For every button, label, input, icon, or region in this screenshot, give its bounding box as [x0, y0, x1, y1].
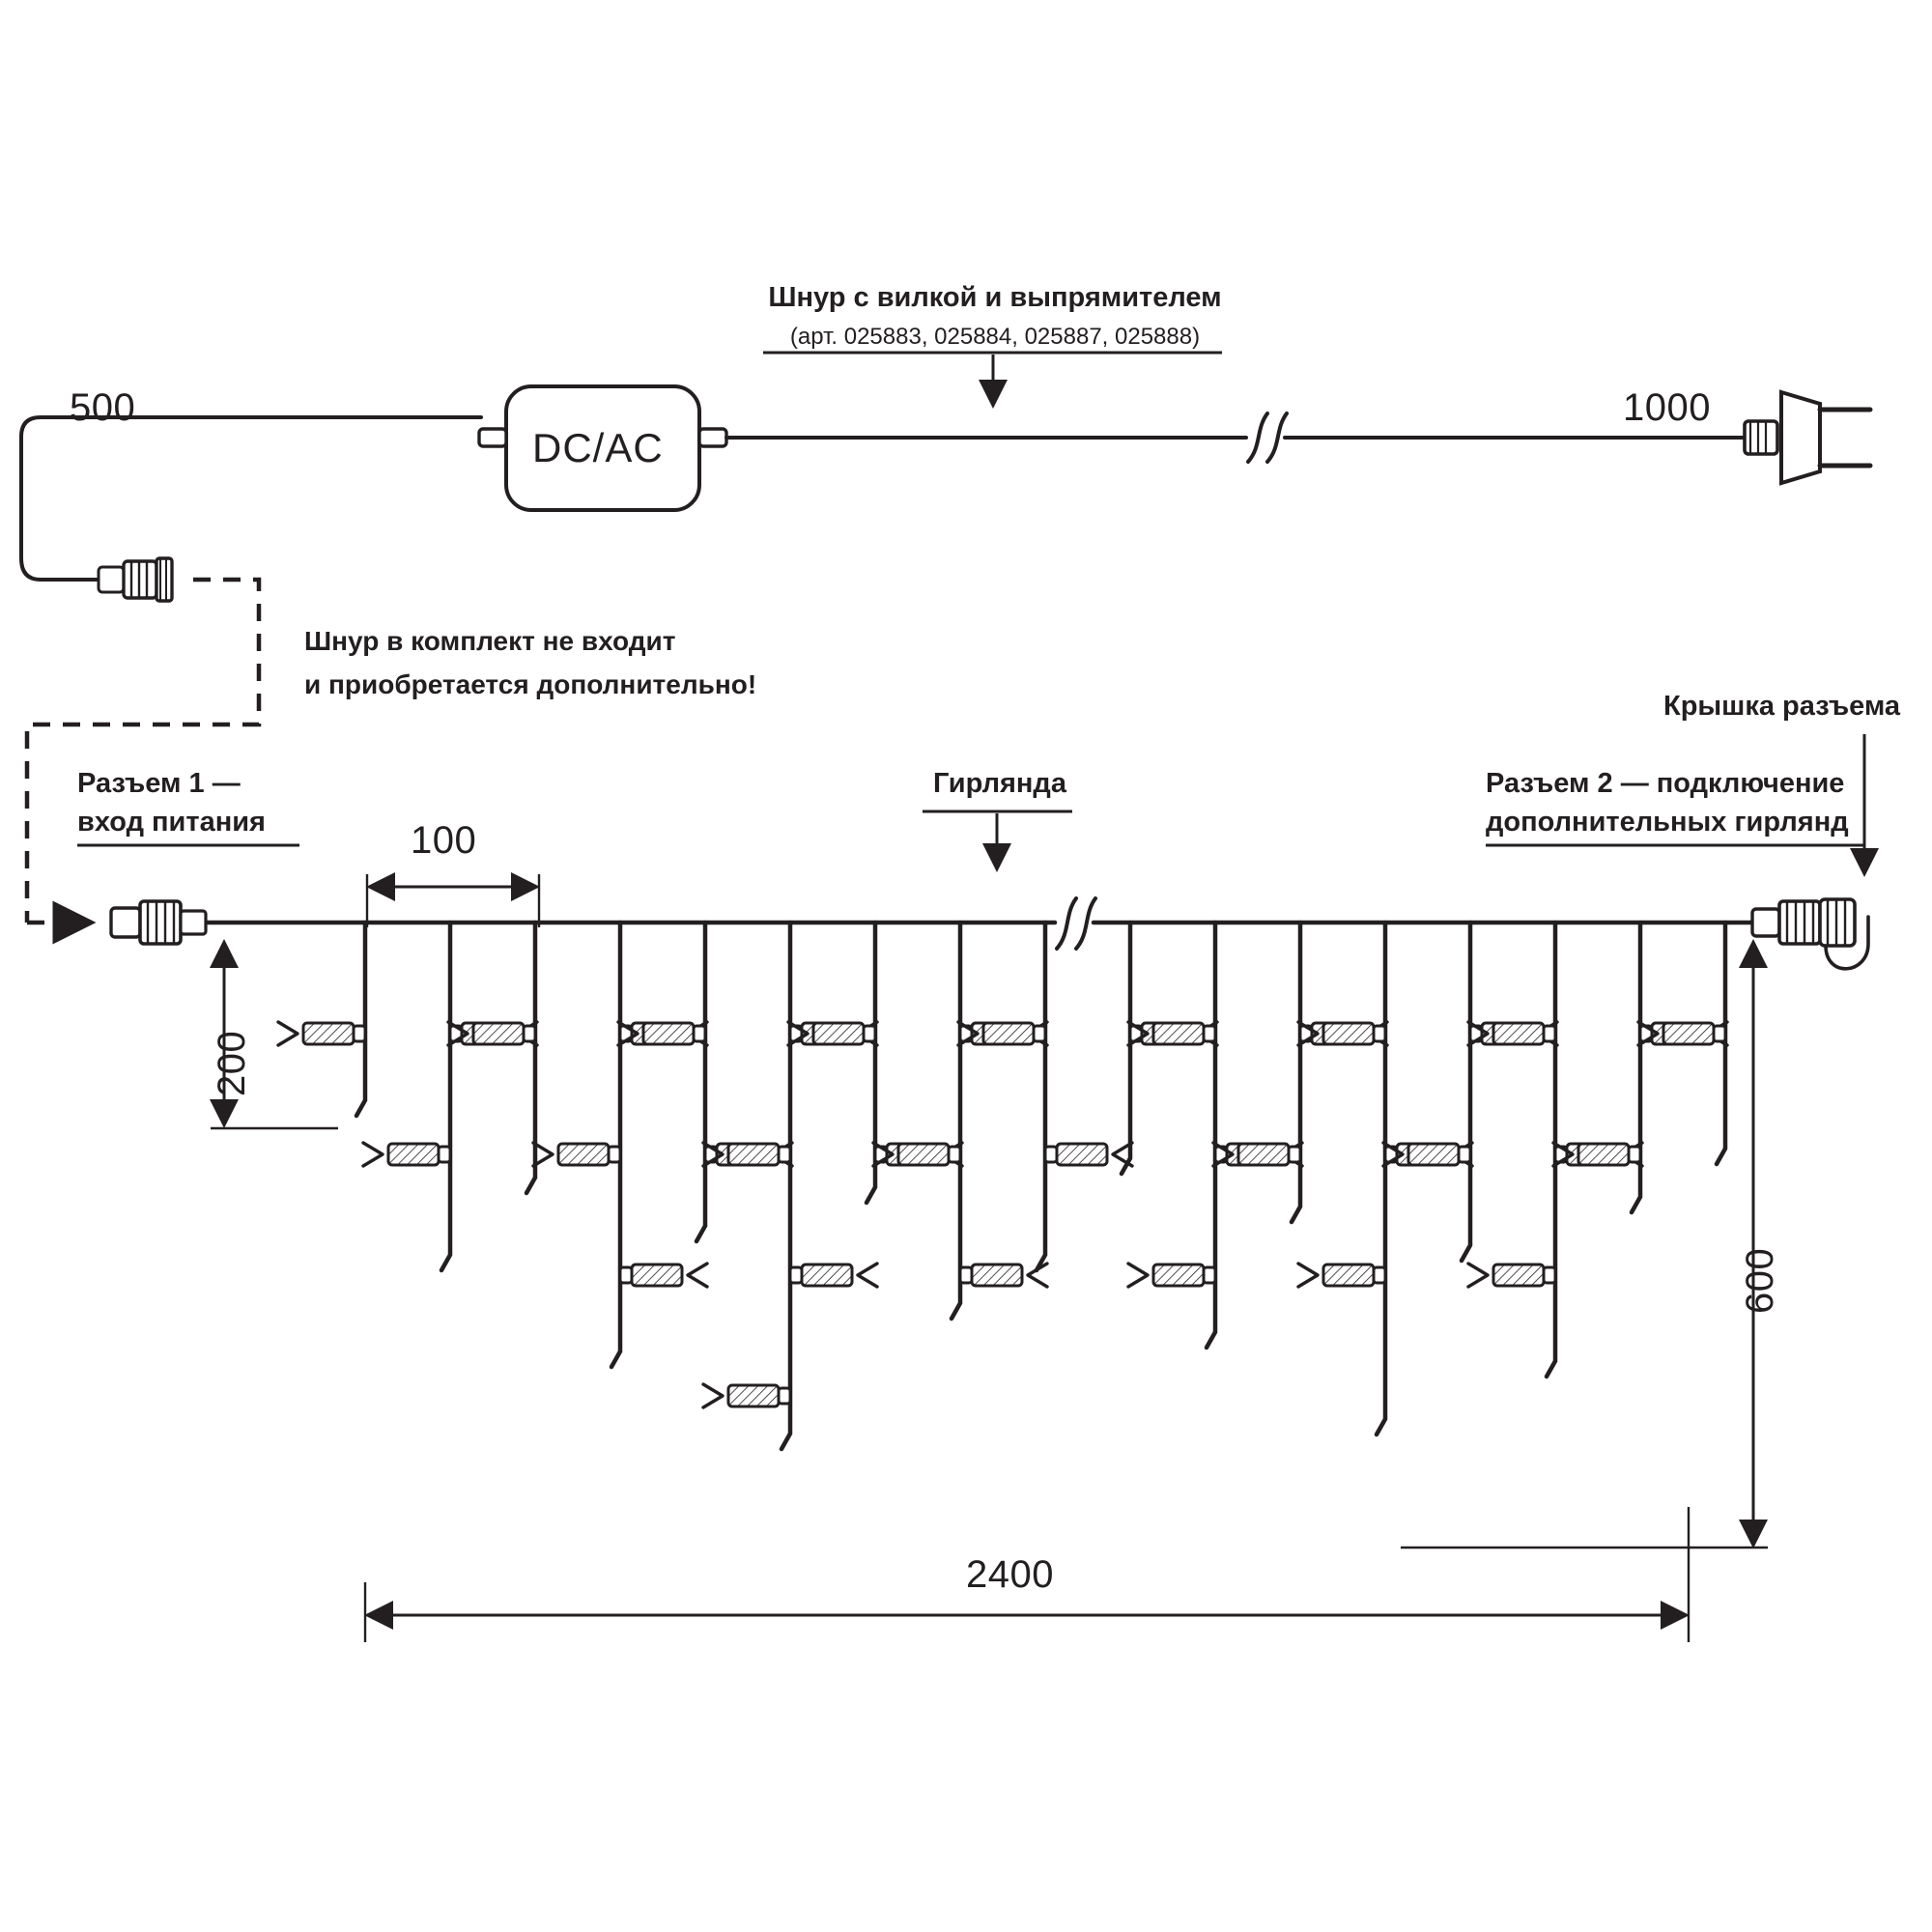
dim-label-500: 500	[70, 386, 136, 429]
connector1-label-line1: Разъем 1 —	[77, 768, 241, 799]
adapter-grommet-left	[479, 429, 506, 446]
led-bulb	[533, 1143, 620, 1166]
note-line2: и приобретается дополнительно!	[304, 669, 757, 699]
strand-wire	[356, 923, 365, 1116]
adapter-label: DC/AC	[532, 425, 664, 470]
break-mark-1	[1248, 413, 1267, 462]
garland-bulbs	[278, 1022, 1727, 1407]
led-bulb	[278, 1022, 365, 1045]
dimension-lines	[211, 874, 1768, 1642]
cord-callout-line2: (арт. 025883, 025884, 025887, 025888)	[789, 324, 1201, 350]
dim-label-200: 200	[211, 1030, 253, 1096]
garland-break-1	[1057, 898, 1076, 949]
strand-wire	[1122, 923, 1130, 1174]
connector2-label-line1: Разъем 2 — подключение	[1486, 768, 1845, 799]
cap-label: Крышка разъема	[1663, 691, 1901, 722]
dim-label-2400: 2400	[966, 1553, 1054, 1596]
connector-2-extension	[1752, 899, 1868, 969]
cord-left-path	[21, 417, 481, 580]
power-cord-assembly	[21, 386, 1870, 601]
optional-cord-dashed	[27, 580, 259, 923]
led-bulb	[363, 1143, 450, 1166]
left-cord-connector	[99, 558, 172, 601]
connector2-label-line2: дополнительных гирлянд	[1486, 807, 1849, 838]
strand-wire	[781, 923, 790, 1449]
strand-wire	[1377, 923, 1385, 1435]
strand-wire	[526, 923, 535, 1193]
note-line1: Шнур в комплект не входит	[304, 626, 676, 656]
dim-label-1000: 1000	[1623, 386, 1711, 429]
garland-strands	[356, 923, 1725, 1449]
strand-wire	[952, 923, 960, 1319]
strand-wire	[1037, 923, 1045, 1270]
led-bulb	[1468, 1264, 1555, 1287]
strand-wire	[696, 923, 705, 1241]
adapter-grommet-right	[699, 429, 726, 446]
strand-wire	[1462, 923, 1470, 1261]
garland-label: Гирлянда	[933, 768, 1066, 799]
led-bulb	[960, 1264, 1047, 1287]
dim-label-600: 600	[1739, 1247, 1781, 1314]
led-bulb	[1298, 1264, 1385, 1287]
connector-1-power-input	[111, 901, 206, 944]
garland-assembly	[111, 898, 1868, 969]
led-bulb	[1045, 1143, 1132, 1166]
led-bulb	[703, 1384, 790, 1407]
dim-label-100: 100	[411, 819, 477, 862]
mains-plug	[1745, 392, 1870, 483]
connector1-label-line2: вход питания	[77, 807, 266, 838]
cord-callout-line1: Шнур с вилкой и выпрямителем	[768, 282, 1222, 313]
led-bulb	[620, 1264, 707, 1287]
led-bulb	[1128, 1264, 1215, 1287]
strand-wire	[1632, 923, 1640, 1212]
strand-wire	[1292, 923, 1300, 1222]
strand-wire	[867, 923, 875, 1203]
led-bulb	[790, 1264, 877, 1287]
strand-wire	[441, 923, 450, 1270]
strand-wire	[611, 923, 620, 1367]
